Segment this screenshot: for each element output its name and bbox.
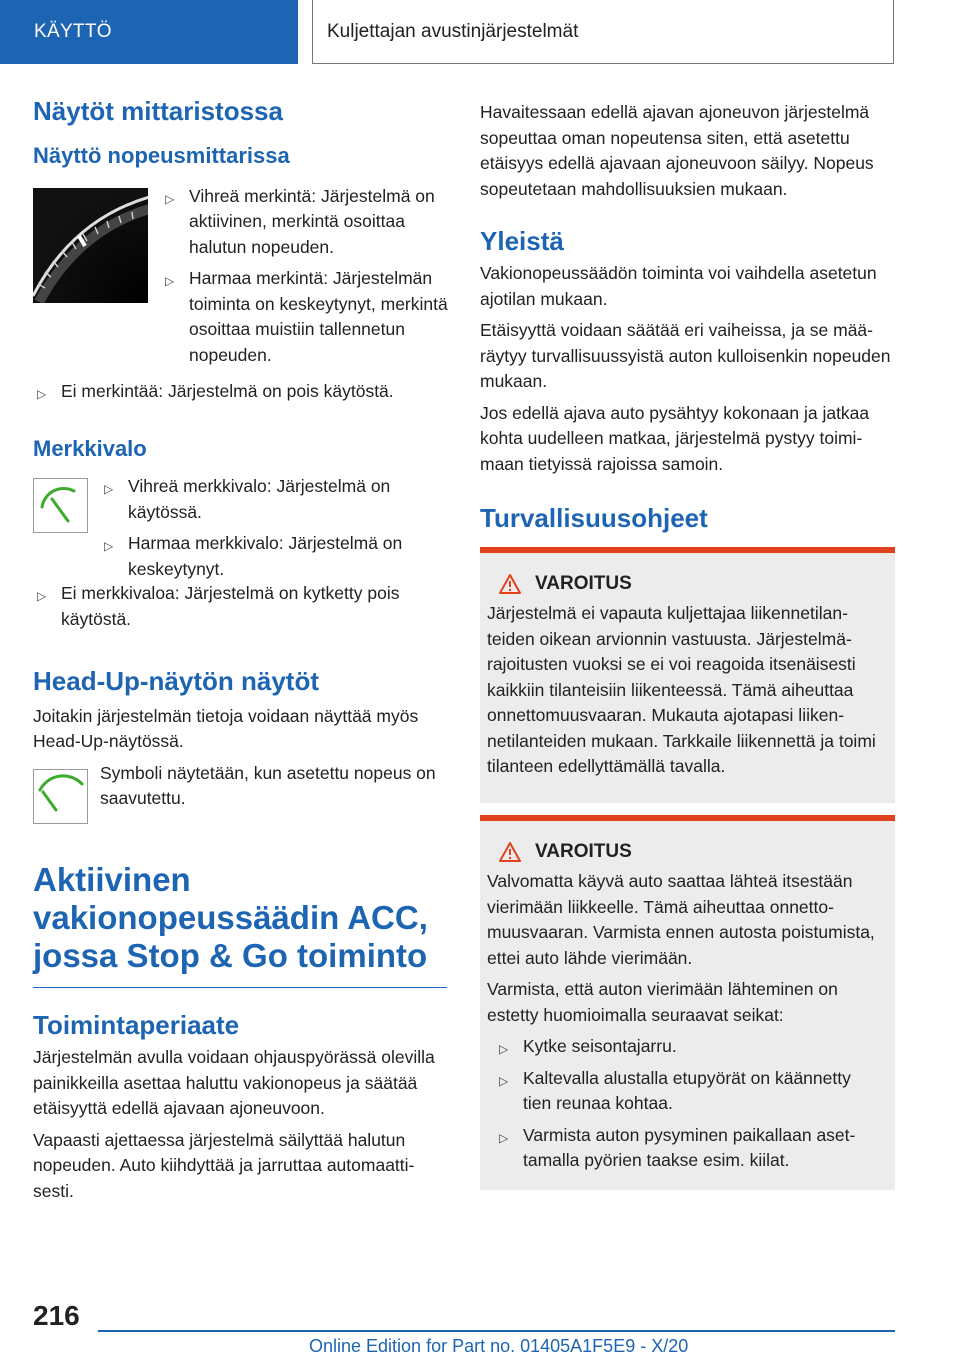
indicator-none-list bbox=[33, 581, 447, 632]
list-item: ▷ Ei merkkivaloa: Järjestelmä on kytketty pois käytöstä. bbox=[37, 583, 400, 629]
section-label: Kuljettajan avustinjärjestelmät bbox=[327, 20, 579, 42]
triangle-bullet-icon: ▷ bbox=[104, 482, 114, 497]
speedo-block bbox=[33, 184, 447, 394]
general-paragraph-1: Vakionopeussäädön toiminta voi vaihdella asetetun ajotilan mukaan. bbox=[480, 263, 877, 309]
heading-general: Yleistä bbox=[480, 226, 564, 256]
hud-acc-symbol-icon bbox=[34, 770, 87, 823]
indicator-block bbox=[33, 474, 447, 582]
hud-paragraph: Joitakin järjestelmän tietoja voidaan näyttää myös Head-Up-näytössä. bbox=[33, 705, 419, 752]
right-column bbox=[480, 100, 896, 534]
hud-symbol-block bbox=[33, 762, 447, 829]
footer-edition: Online Edition for Part no. 01405A1F5E9 - X/20 bbox=[309, 1336, 689, 1356]
general-paragraph-3: Jos edellä ajava auto pysähtyy kokonaan ja jatkaa kohta uudelleen matkaa, järjestelmä pystyy toimimaan tietyissä rajoissa samoin. bbox=[480, 402, 870, 474]
warning-box-2 bbox=[480, 815, 895, 1190]
triangle-bullet-icon: ▷ bbox=[165, 274, 175, 289]
list-item: ▷ Vihreä merkintä: Järjestelmä on aktiivinen, merkintä osoittaa halutun nopeuden. bbox=[165, 185, 435, 257]
heading-acc: Aktiivinen vakionopeussäädin ACC, jossa Stop & Go toiminto bbox=[33, 860, 428, 974]
chapter-tab bbox=[0, 0, 298, 64]
warning-text-2a: Valvomatta käyvä auto saattaa lähteä itsestään vierimään liikkeelle. Tämä aiheuttaa onnettomuusvaaran. Varmista ennen autosta poistumista, ettei auto lähde vierimään. bbox=[487, 871, 875, 968]
heading-rule bbox=[33, 987, 447, 989]
heading-safety: Turvallisuusohjeet bbox=[480, 503, 708, 534]
hud-symbol-image bbox=[33, 769, 88, 824]
indicator-bullet-list bbox=[100, 474, 450, 582]
list-item: ▷ Kaltevalla alustalla etupyörät on käännetty tien reunaa kohtaa. bbox=[499, 1067, 851, 1113]
triangle-bullet-icon: ▷ bbox=[499, 1042, 509, 1056]
triangle-bullet-icon: ▷ bbox=[104, 539, 114, 554]
list-item: ▷ Vihreä merkkivalo: Järjestelmä on käytössä. bbox=[104, 476, 391, 522]
list-item: ▷ Ei merkintää: Järjestelmä on pois käytöstä. bbox=[33, 379, 447, 405]
warning-text-1: Järjestelmä ei vapauta kuljettajaa liikennetilanteiden oikean arvionnin vastuusta. Järjestelmärajoitusten vuoksi se ei voi reagoida itsenäisesti kaikkiin tilanteisiin liikenteessä. Tämä aiheuttaa onnettomuusvaaran. Mukauta ajotapasi liikennetilanteiden mukaan. Tarkkaile liikennettä ja toimi tilanteen edellyttämällä tavalla. bbox=[487, 603, 876, 776]
intro-paragraph: Havaitessaan edellä ajavan ajoneuvon järjestelmä sopeuttaa oman nopeutensa siten, että asetettu etäisyys edellä ajavaan ajoneuvoon säilyy. Nopeus sopeutetaan mahdollisuuksien mukaan. bbox=[480, 102, 874, 199]
warning-triangle-icon bbox=[499, 574, 521, 594]
heading-displays: Näytöt mittaristossa bbox=[33, 96, 283, 126]
list-item: ▷ Kytke seisontajarru. bbox=[495, 1034, 881, 1060]
section-header bbox=[312, 0, 894, 64]
heading-hud: Head-Up-näytön näytöt bbox=[33, 666, 319, 697]
principle-paragraph-1: Järjestelmän avulla voidaan ohjauspyörässä olevilla painikkeilla asettaa haluttu vakionopeus ja säätää etäisyyttä edellä ajavaan ajoneuvoon. bbox=[33, 1047, 435, 1119]
triangle-bullet-icon: ▷ bbox=[37, 589, 47, 604]
speedometer-image bbox=[33, 188, 148, 303]
list-item: ▷ Harmaa merkkivalo: Järjestelmä on keskeytynyt. bbox=[104, 533, 403, 579]
heading-speedometer: Näyttö nopeusmittarissa bbox=[33, 143, 290, 169]
warning-bullet-list bbox=[495, 1034, 881, 1174]
speedo-none-list bbox=[33, 379, 447, 405]
hud-symbol-text: Symboli näytetään, kun asetettu nopeus on saavutettu. bbox=[100, 762, 436, 809]
chapter-label: KÄYTTÖ bbox=[34, 21, 112, 42]
list-item: ▷ Varmista auton pysyminen paikallaan asettamalla pyörien taakse esim. kiilat. bbox=[499, 1124, 856, 1170]
speedo-bullet-list bbox=[161, 184, 451, 369]
warning-title-1: VAROITUS bbox=[487, 573, 881, 595]
indicator-light-image bbox=[33, 478, 88, 533]
warning-title-2: VAROITUS bbox=[487, 841, 881, 863]
page-number: 216 bbox=[33, 1300, 80, 1331]
acc-indicator-icon bbox=[34, 479, 87, 532]
triangle-bullet-icon: ▷ bbox=[499, 1073, 509, 1088]
left-column bbox=[33, 96, 447, 1204]
warning-triangle-icon bbox=[499, 842, 521, 862]
speedometer-arc-icon bbox=[33, 188, 148, 303]
triangle-bullet-icon: ▷ bbox=[165, 191, 175, 206]
triangle-bullet-icon: ▷ bbox=[499, 1130, 509, 1145]
footer-rule bbox=[98, 1330, 895, 1332]
warning-text-2b: Varmista, että auton vierimään lähteminen on estetty huomioimalla seuraavat seikat: bbox=[487, 979, 838, 1025]
list-item: ▷ Harmaa merkintä: Järjestelmän toiminta on keskeytynyt, merkintä osoittaa muistiin tallennetun nopeuden. bbox=[165, 268, 448, 365]
warning-box-1 bbox=[480, 547, 895, 803]
heading-principle: Toimintaperiaate bbox=[33, 1010, 240, 1041]
general-paragraph-2: Etäisyyttä voidaan säätää eri vaiheissa, ja se määräytyy turvallisuussyistä auton kulloisenkin nopeuden mukaan. bbox=[480, 320, 891, 392]
principle-paragraph-2: Vapaasti ajettaessa järjestelmä säilyttää halutun nopeuden. Auto kiihdyttää ja jarruttaa automaattisesti. bbox=[33, 1129, 415, 1201]
heading-indicator: Merkkivalo bbox=[33, 436, 147, 462]
triangle-bullet-icon: ▷ bbox=[37, 386, 47, 401]
